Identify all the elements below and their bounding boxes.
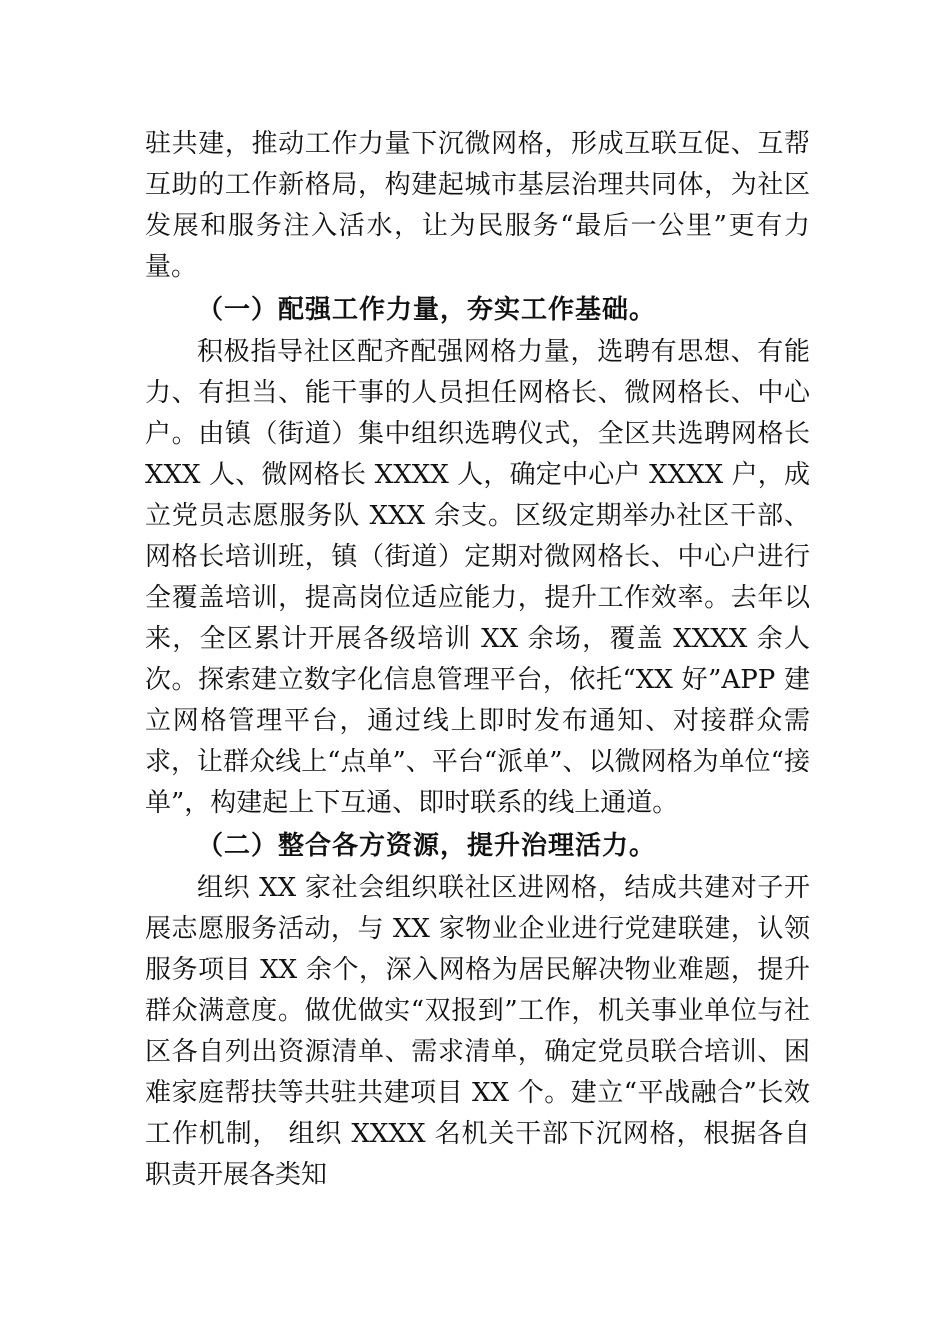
section-heading-2: （二）整合各方资源，提升治理活力。 (197, 831, 657, 861)
paragraph-section-2: 组织 XX 家社会组织联社区进网格，结成共建对子开展志愿服务活动，与 XX 家物业企业进行党建联建，认领服务项目 XX 余个，深入网格为居民解决物业难题，提升群众满意度。做优做实“双报到”工作，机关事业单位与社区各自列出资源清单、需求清单，确定党员联合培训、困难家庭帮扶等共驻共建项目 XX 个。建立“平战融合”长效工作机制， 组织 XXXX 名机关干部下沉网格，根据各自职责开展各类知 (145, 873, 810, 1190)
section-heading-1: （一）配强工作力量，夯实工作基础。 (197, 295, 657, 325)
paragraph-section-1: 积极指导社区配齐配强网格力量，选聘有思想、有能力、有担当、能干事的人员担任网格长、微网格长、中心户。由镇（街道）集中组织选聘仪式，全区共选聘网格长 XXX 人、微网格长 XXXX 人，确定中心户 XXXX 户，成立党员志愿服务队 XXX 余支。区级定期举办社区干部、网格长培训班，镇（街道）定期对微网格长、中心户进行全覆盖培训，提高岗位适应能力，提升工作效率。去年以来，全区累计开展各级培训 XX 余场，覆盖 XXXX 余人次。探索建立数字化信息管理平台，依托“XX 好”APP 建立网格管理平台，通过线上即时发布通知、对接群众需求，让群众线上“点单”、平台“派单”、以微网格为单位“接单”，构建起上下互通、即时联系的线上通道。 (145, 337, 810, 818)
paragraph-intro: 驻共建，推动工作力量下沉微网格，形成互联互促、互帮互助的工作新格局，构建起城市基层治理共同体，为社区发展和服务注入活水，让为民服务“最后一公里”更有力量。 (145, 129, 810, 282)
document-body (145, 124, 810, 1196)
